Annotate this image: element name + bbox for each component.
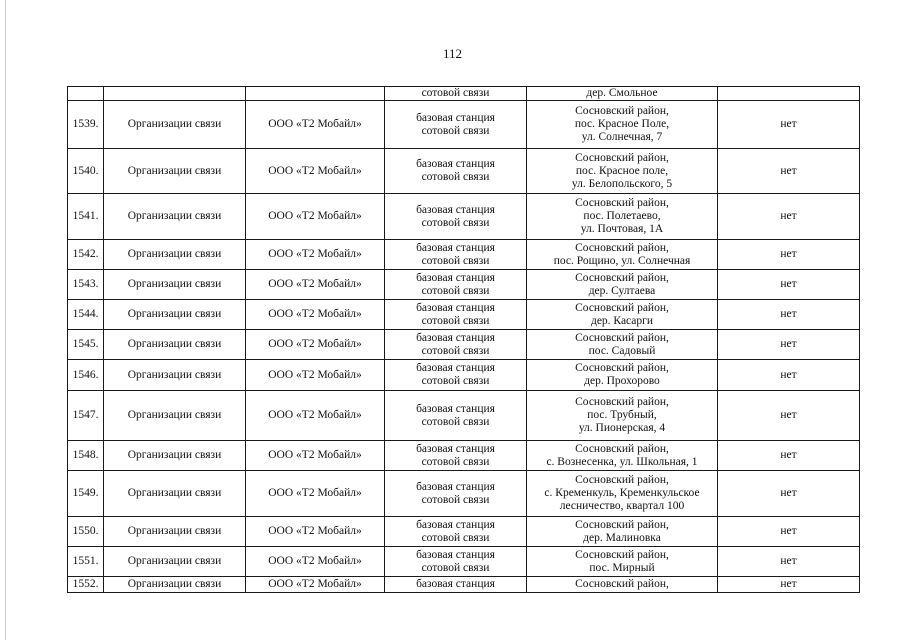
continuation-row [68,87,860,101]
cell-address-line: ул. Пионерская, 4 [578,422,666,434]
cell-address-line: лесничество, квартал 100 [559,500,685,512]
cell-address [527,240,718,270]
cell-address-line: Сосновский район, [575,151,669,164]
cell-num: 1548. [68,441,104,471]
cell-type-line: сотовой связи [421,284,490,297]
table-row [68,240,860,270]
table-row [68,360,860,391]
cell-address [527,270,718,300]
cell-type-line: базовая станция [416,158,495,170]
table-row [68,101,860,149]
cell-flag: нет [718,270,860,300]
cell-type [385,471,527,517]
cell-address-line: пос. Рощино, ул. Солнечная [553,254,691,267]
cell-type [385,547,527,577]
cell-flag: нет [718,194,860,240]
cell-type-line: базовая станция [416,203,495,216]
cell-category: Организации связи [104,360,246,391]
cell-address-line: Сосновский район, [575,578,669,590]
cell-address [527,194,718,240]
cell-type-line: сотовой связи [421,455,490,468]
cell-num: 1549. [68,471,104,517]
table-row [68,149,860,194]
cell-type [385,330,527,360]
cell-category: Организации связи [104,577,246,593]
cell-type-line: сотовой связи [421,254,490,267]
cell-type-line: базовая станция [416,301,495,314]
cell-flag: нет [718,517,860,547]
cell-flag: нет [718,300,860,330]
cell-org: ООО «Т2 Мобайл» [246,577,385,593]
cell-type-line: сотовой связи [421,415,490,428]
cell-address-line: дер. Султаева [588,284,656,297]
cell-category: Организации связи [104,270,246,300]
cell-address [527,391,718,441]
cell-address [527,517,718,547]
cell-num: 1547. [68,391,104,441]
cell-flag: нет [718,360,860,391]
cell-address [527,471,718,517]
cell-address-line: Сосновский район, [575,548,669,561]
cell-address-line: Сосновский район, [575,474,669,486]
cell-org: ООО «Т2 Мобайл» [246,149,385,194]
cell-address-line: Сосновский район, [575,362,669,374]
cell-address [527,441,718,471]
cell-flag [718,87,860,101]
cell-type-line: базовая станция [416,578,495,590]
cell-flag: нет [718,330,860,360]
cell-category: Организации связи [104,300,246,330]
cell-type [385,149,527,194]
cell-category: Организации связи [104,441,246,471]
cell-type [385,194,527,240]
table-row [68,300,860,330]
cell-address-line: дер. Малиновка [583,531,661,544]
cell-address-line: Сосновский район, [575,331,669,344]
cell-address-line: Сосновский район, [575,518,669,531]
cell-type-line: сотовой связи [421,124,490,137]
cell-num: 1550. [68,517,104,547]
cell-type-line: сотовой связи [421,493,490,506]
cell-type-line: базовая станция [416,362,495,374]
cell-org: ООО «Т2 Мобайл» [246,240,385,270]
cell-num [68,87,104,101]
cell-type-line: базовая станция [416,548,495,561]
cell-address [527,101,718,149]
cell-type-line: сотовой связи [421,344,490,357]
cell-type [385,101,527,149]
cell-org: ООО «Т2 Мобайл» [246,101,385,149]
cell-address-line: пос. Мирный [589,561,655,574]
cell-type-line: базовая станция [416,111,495,124]
cell-type-line: сотовой связи [421,314,490,327]
cell-type-line: базовая станция [416,442,495,455]
cell-type-line: сотовой связи [421,171,490,183]
cell-address-line: ул. Солнечная, 7 [581,131,663,143]
cell-type-line: базовая станция [416,480,495,493]
cell-num: 1541. [68,194,104,240]
cell-org [246,87,385,101]
cell-address-line: пос. Красное Поле, [574,118,670,130]
cell-num: 1551. [68,547,104,577]
cell-address-line: пос. Красное поле, [575,164,669,177]
cell-type [385,270,527,300]
table-row [68,471,860,517]
cell-type [385,240,527,270]
cell-category: Организации связи [104,330,246,360]
cell-address-line: Сосновский район, [575,396,669,408]
table-row [68,194,860,240]
cell-category: Организации связи [104,547,246,577]
cell-type [385,441,527,471]
cell-address [527,300,718,330]
cell-address: дер. Смольное [527,87,718,101]
cell-category: Организации связи [104,101,246,149]
cell-flag: нет [718,149,860,194]
cell-address-line: Сосновский район, [575,271,669,284]
cell-type-line: базовая станция [416,518,495,531]
cell-type [385,300,527,330]
page-edge-line [5,0,6,640]
cell-num: 1540. [68,149,104,194]
cell-address [527,547,718,577]
cell-type [385,360,527,391]
cell-category: Организации связи [104,240,246,270]
cell-address-line: с. Вознесенка, ул. Школьная, 1 [546,455,698,468]
register-table [67,86,860,593]
cell-address [527,360,718,391]
cell-flag: нет [718,441,860,471]
cell-address-line: Сосновский район, [575,442,669,455]
cell-num: 1546. [68,360,104,391]
cell-address-line: с. Кременкуль, Кременкульское [544,487,700,499]
cell-address-line: ул. Белопольского, 5 [571,177,673,190]
cell-address-line: Сосновский район, [575,301,669,314]
cell-num: 1543. [68,270,104,300]
cell-type-line: базовая станция [416,271,495,284]
cell-category: Организации связи [104,517,246,547]
cell-flag: нет [718,471,860,517]
cell-address-line: пос. Садовый [588,344,656,357]
register-table-body [68,87,860,593]
cell-num: 1542. [68,240,104,270]
cell-flag: нет [718,547,860,577]
cell-type-line: сотовой связи [421,375,490,387]
cell-type-line: базовая станция [416,241,495,254]
cell-address-line: дер. Касарги [590,314,654,327]
cell-num: 1552. [68,577,104,593]
cell-org: ООО «Т2 Мобайл» [246,360,385,391]
cell-flag: нет [718,577,860,593]
cell-org: ООО «Т2 Мобайл» [246,441,385,471]
cell-address-line: ул. Почтовая, 1А [580,223,664,235]
cell-type-line: базовая станция [416,331,495,344]
cell-type [385,517,527,547]
cell-address-line: дер. Прохорово [584,375,660,387]
page-number: 112 [442,46,463,61]
cell-org: ООО «Т2 Мобайл» [246,270,385,300]
cell-org: ООО «Т2 Мобайл» [246,194,385,240]
cell-type: сотовой связи [385,87,527,101]
cell-category: Организации связи [104,391,246,441]
cell-type [385,577,527,593]
cell-address [527,149,718,194]
cell-address-line: Сосновский район, [575,241,669,254]
cell-address [527,577,718,593]
table-row [68,330,860,360]
table-row [68,270,860,300]
cell-org: ООО «Т2 Мобайл» [246,391,385,441]
table-row [68,391,860,441]
cell-type [385,391,527,441]
cell-type-line: базовая станция [416,402,495,415]
cell-address-line: пос. Трубный, [587,409,657,421]
cell-org: ООО «Т2 Мобайл» [246,300,385,330]
cell-category [104,87,246,101]
cell-type-line: сотовой связи [421,561,490,574]
cell-address-line: Сосновский район, [575,197,669,209]
cell-address-line: пос. Полетаево, [583,210,661,222]
cell-org: ООО «Т2 Мобайл» [246,547,385,577]
cell-org: ООО «Т2 Мобайл» [246,330,385,360]
cell-category: Организации связи [104,194,246,240]
table-row [68,517,860,547]
cell-category: Организации связи [104,471,246,517]
cell-num: 1544. [68,300,104,330]
cell-flag: нет [718,101,860,149]
cell-flag: нет [718,391,860,441]
cell-num: 1539. [68,101,104,149]
table-row [68,441,860,471]
cell-type-line: сотовой связи [421,531,490,544]
cell-flag: нет [718,240,860,270]
cell-address-line: Сосновский район, [575,105,669,117]
cell-category: Организации связи [104,149,246,194]
table-row [68,547,860,577]
cell-type-line: сотовой связи [421,216,490,229]
table-row [68,577,860,593]
cell-num: 1545. [68,330,104,360]
cell-org: ООО «Т2 Мобайл» [246,471,385,517]
cell-org: ООО «Т2 Мобайл» [246,517,385,547]
cell-address [527,330,718,360]
